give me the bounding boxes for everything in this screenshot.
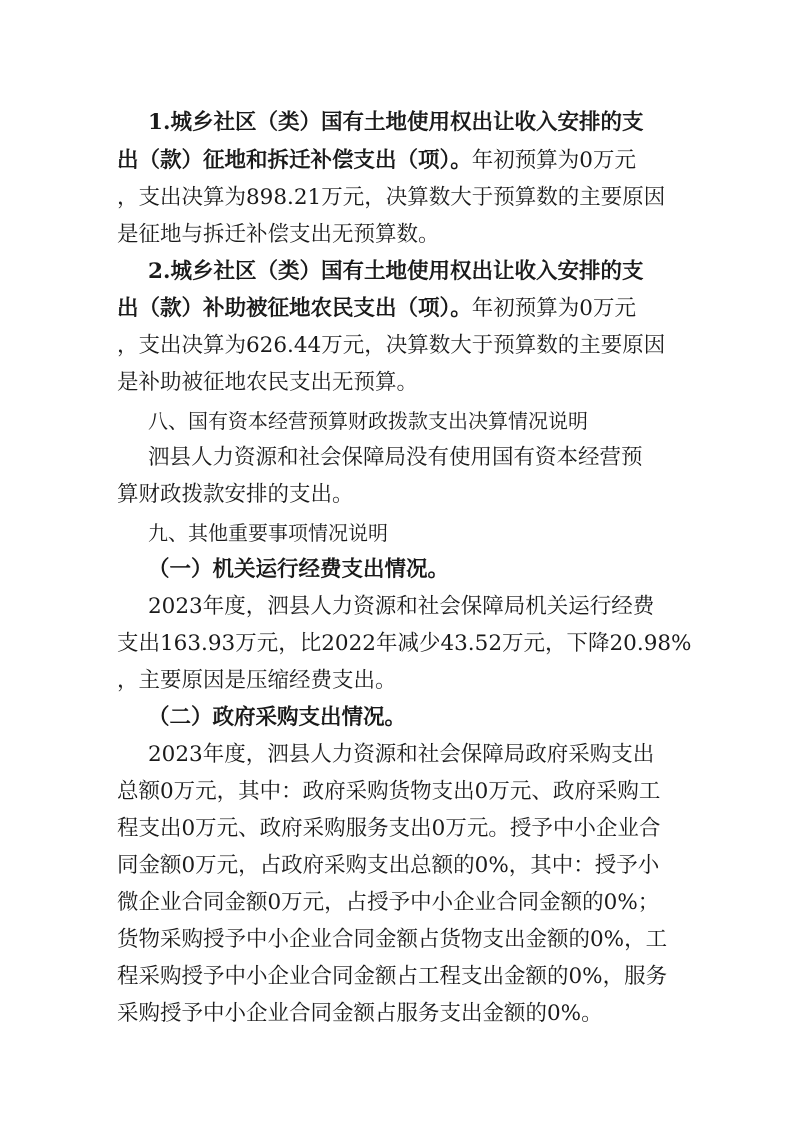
paragraph-line xyxy=(117,294,636,324)
paragraph-line xyxy=(117,888,659,918)
paragraph-line xyxy=(117,777,660,807)
bold-text: 1.城乡社区（类）国有土地使用权出让收入安排的支 xyxy=(148,110,644,135)
paragraph-line xyxy=(117,999,603,1029)
paragraph-line xyxy=(117,183,665,213)
paragraph-line xyxy=(117,629,691,659)
paragraph-line xyxy=(117,666,397,696)
paragraph-line xyxy=(148,443,643,473)
body-text: ，支出决算为898.21万元，决算数大于预算数的主要原因 xyxy=(117,185,666,210)
body-text: 货物采购授予中小企业合同金额占货物支出金额的0%，工 xyxy=(117,927,668,952)
section-heading xyxy=(148,518,388,548)
paragraph-line xyxy=(117,851,659,881)
body-text: 程采购授予中小企业合同金额占工程支出金额的0%，服务 xyxy=(117,964,668,989)
bold-text: （二）政府采购支出情况。 xyxy=(148,705,407,730)
bold-text: 2.城乡社区（类）国有土地使用权出让收入安排的支 xyxy=(148,259,644,284)
section-heading xyxy=(148,406,588,436)
bold-text: 出（款）补助被征地农民支出（项）。 xyxy=(117,296,472,321)
body-text: 年初预算为0万元 xyxy=(471,296,636,321)
paragraph-line xyxy=(148,108,643,138)
paragraph-line xyxy=(148,592,654,622)
body-text: 同金额0万元，占政府采购支出总额的0%，其中：授予小 xyxy=(117,853,660,878)
body-text: 程支出0万元、政府采购服务支出0万元。授予中小企业合 xyxy=(117,816,661,841)
paragraph-line xyxy=(117,480,354,510)
paragraph-line xyxy=(148,740,654,770)
body-text: 支出163.93万元，比2022年减少43.52万元，下降20.98% xyxy=(117,631,692,656)
paragraph-line xyxy=(117,146,636,176)
body-text: 算财政拨款安排的支出。 xyxy=(117,482,354,507)
bold-text: （一）机关运行经费支出情况。 xyxy=(148,557,450,582)
body-text: 2023年度，泗县人力资源和社会保障局政府采购支出 xyxy=(148,742,655,767)
body-text: 年初预算为0万元 xyxy=(471,148,636,173)
body-text: 是征地与拆迁补偿支出无预算数。 xyxy=(117,222,440,247)
body-text: ，主要原因是压缩经费支出。 xyxy=(117,668,397,693)
subsection-heading xyxy=(148,555,449,585)
body-text: 是补助被征地农民支出无预算。 xyxy=(117,370,419,395)
subsection-heading xyxy=(148,703,406,733)
paragraph-line xyxy=(117,220,440,250)
paragraph-line xyxy=(117,962,667,992)
body-text: 泗县人力资源和社会保障局没有使用国有资本经营预 xyxy=(148,445,643,470)
paragraph-line xyxy=(148,257,643,287)
body-text: 总额0万元，其中：政府采购货物支出0万元、政府采购工 xyxy=(117,779,661,804)
body-text: 采购授予中小企业合同金额占服务支出金额的0%。 xyxy=(117,1001,603,1026)
paragraph-line xyxy=(117,331,665,361)
paragraph-line xyxy=(117,368,418,398)
body-text: 八、国有资本经营预算财政拨款支出决算情况说明 xyxy=(148,409,588,433)
body-text: 九、其他重要事项情况说明 xyxy=(148,521,388,545)
paragraph-line xyxy=(117,814,660,844)
body-text: 微企业合同金额0万元，占授予中小企业合同金额的0%； xyxy=(117,890,660,915)
paragraph-line xyxy=(117,925,667,955)
body-text: ，支出决算为626.44万元，决算数大于预算数的主要原因 xyxy=(117,333,666,358)
bold-text: 出（款）征地和拆迁补偿支出（项）。 xyxy=(117,148,472,173)
body-text: 2023年度，泗县人力资源和社会保障局机关运行经费 xyxy=(148,594,655,619)
